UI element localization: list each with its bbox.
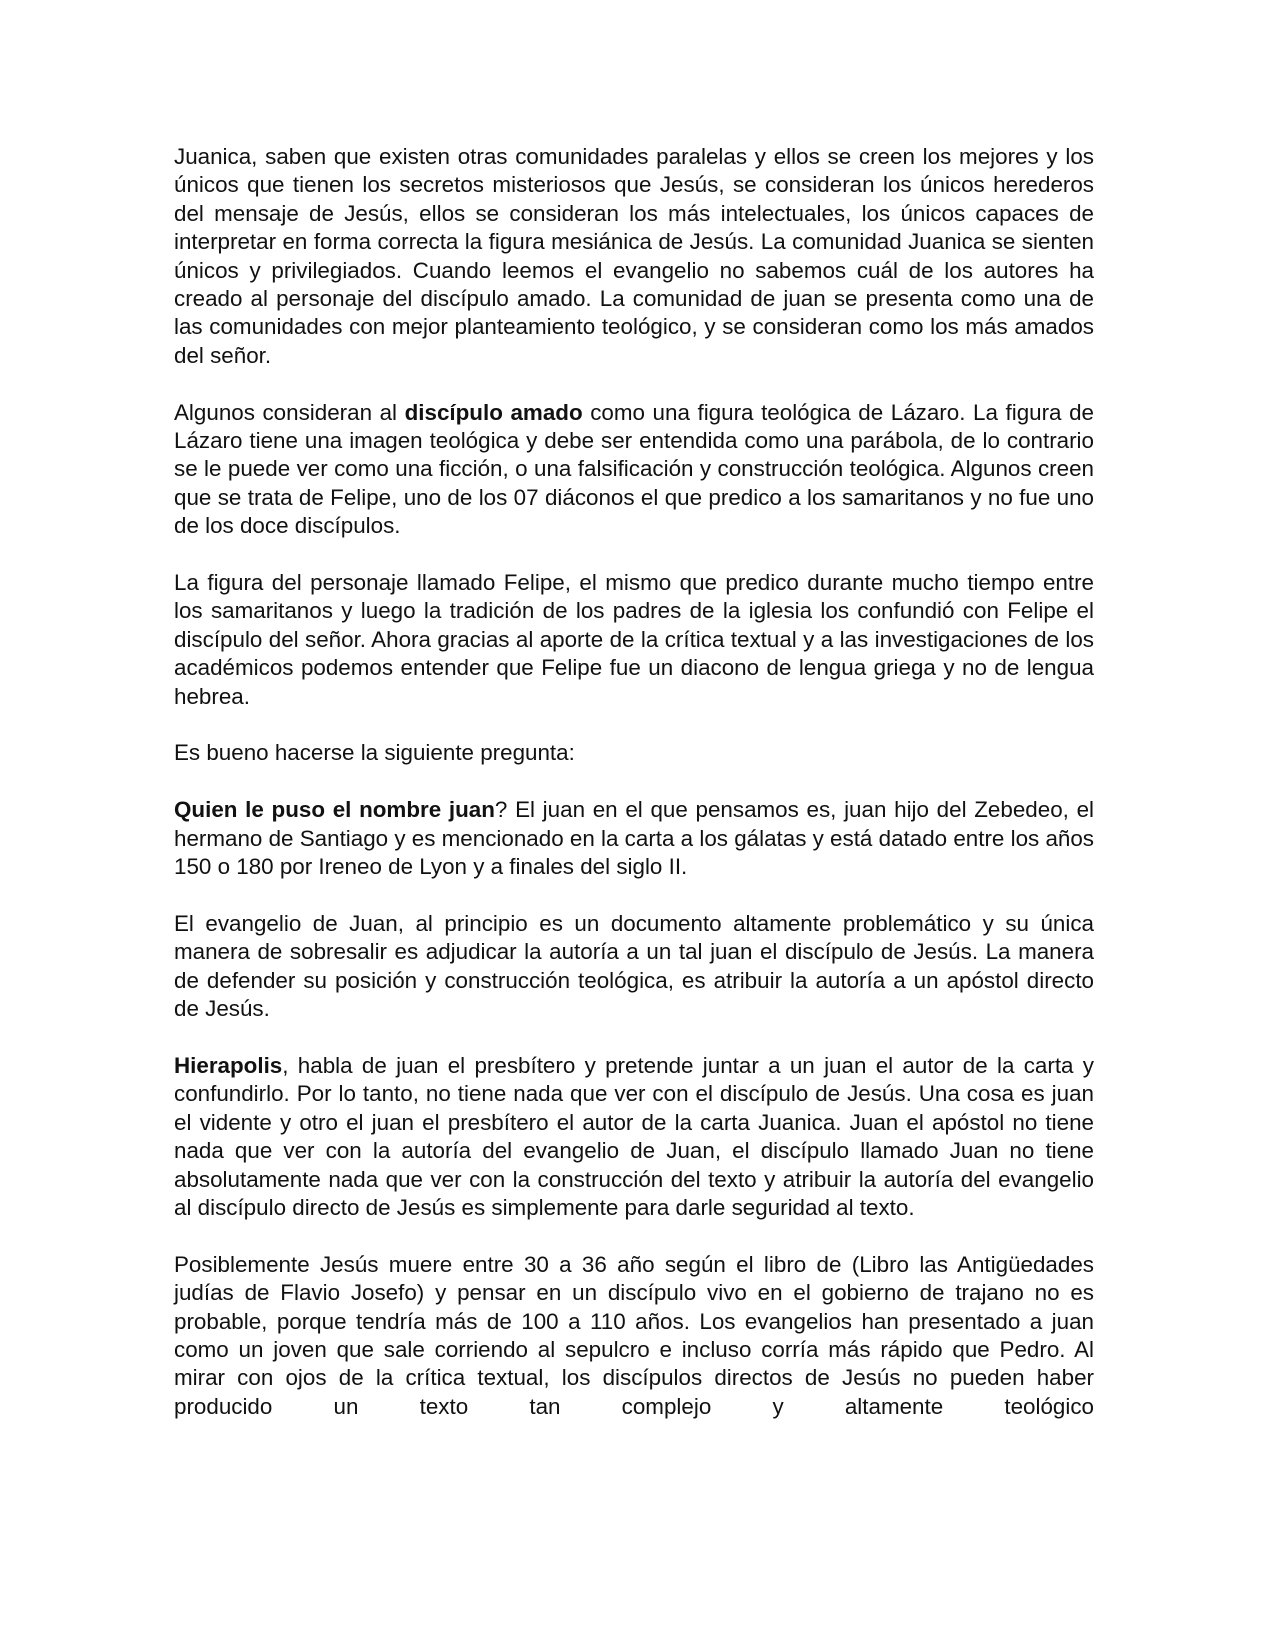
paragraph-pregunta-intro	[174, 739, 1094, 767]
document-page	[174, 143, 1094, 1421]
paragraph-discipulo-amado	[174, 399, 1094, 541]
paragraph-text: Posiblemente Jesús muere entre 30 a 36 año según el libro de (Libro las Antigüedades judías de Flavio Josefo) y pensar en un discípulo vivo en el gobierno de trajano no es probable, porque tendría más de 100 a 110 años. Los evangelios han presentado a juan como un joven que sale corriendo al sepulcro e incluso corría más rápido que Pedro. Al mirar con ojos de la crítica textual, los discípulos directos de Jesús no pueden haber producido un texto tan complejo y altamente teológico	[174, 1251, 1094, 1419]
paragraph-evangelio-problematico	[174, 910, 1094, 1024]
paragraph-comunidad-juanica	[174, 143, 1094, 370]
paragraph-text-start: Algunos consideran al	[174, 399, 405, 425]
paragraph-felipe	[174, 569, 1094, 711]
paragraph-nombre-juan	[174, 796, 1094, 881]
paragraph-text-rest: como una figura teológica de Lázaro. La figura de Lázaro tiene una imagen teológica y debe ser entendida como una parábola, de lo contrario se le puede ver como una ficción, o una falsificación y construcción teológica. Algunos creen que se trata de Felipe, uno de los 07 diáconos el que predico a los samaritanos y no fue uno de los doce discípulos.	[174, 399, 1094, 539]
bold-term-hierapolis: Hierapolis	[174, 1052, 283, 1078]
paragraph-text: La figura del personaje llamado Felipe, el mismo que predico durante mucho tiempo entre los samaritanos y luego la tradición de los padres de la iglesia los confundió con Felipe el discípulo del señor. Ahora gracias al aporte de la crítica textual y a las investigaciones de los académicos podemos entender que Felipe fue un diacono de lengua griega y no de lengua hebrea.	[174, 570, 1094, 709]
paragraph-text: El evangelio de Juan, al principio es un documento altamente problemático y su única manera de sobresalir es adjudicar la autoría a un tal juan el discípulo de Jesús. La manera de defender su posición y construcción teológica, es atribuir la autoría a un apóstol directo de Jesús.	[174, 910, 1094, 1022]
paragraph-text: Juanica, saben que existen otras comunidades paralelas y ellos se creen los mejores y los únicos que tienen los secretos misteriosos que Jesús, se consideran los únicos herederos del mensaje de Jesús, ellos se consideran los más intelectuales, los únicos capaces de interpretar en forma correcta la figura mesiánica de Jesús. La comunidad Juanica se sienten únicos y privilegiados. Cuando leemos el evangelio no sabemos cuál de los autores ha creado al personaje del discípulo amado. La comunidad de juan se presenta como una de las comunidades con mejor planteamiento teológico, y se consideran como los más amados del señor.	[174, 144, 1094, 368]
paragraph-text: Es bueno hacerse la siguiente pregunta:	[174, 740, 575, 766]
paragraph-muerte-jesus	[174, 1251, 1094, 1421]
paragraph-text-rest: , habla de juan el presbítero y pretende juntar a un juan el autor de la carta y confundirlo. Por lo tanto, no tiene nada que ver con el discípulo de Jesús. Una cosa es juan el vidente y otro el juan el presbítero el autor de la carta Juanica. Juan el apóstol no tiene nada que ver con la autoría del evangelio de Juan, el discípulo llamado Juan no tiene absolutamente nada que ver con la construcción del texto y atribuir la autoría del evangelio al discípulo directo de Jesús es simplemente para darle seguridad al texto.	[174, 1052, 1094, 1220]
bold-question-nombre-juan: Quien le puso el nombre juan	[174, 797, 495, 823]
bold-term-discipulo-amado: discípulo amado	[404, 399, 583, 425]
paragraph-hierapolis	[174, 1052, 1094, 1222]
paragraph-text-rest: ? El juan en el que pensamos es, juan hijo del Zebedeo, el hermano de Santiago y es mencionado en la carta a los gálatas y está datado entre los años 150 o 180 por Ireneo de Lyon y a finales del siglo II.	[174, 797, 1094, 880]
